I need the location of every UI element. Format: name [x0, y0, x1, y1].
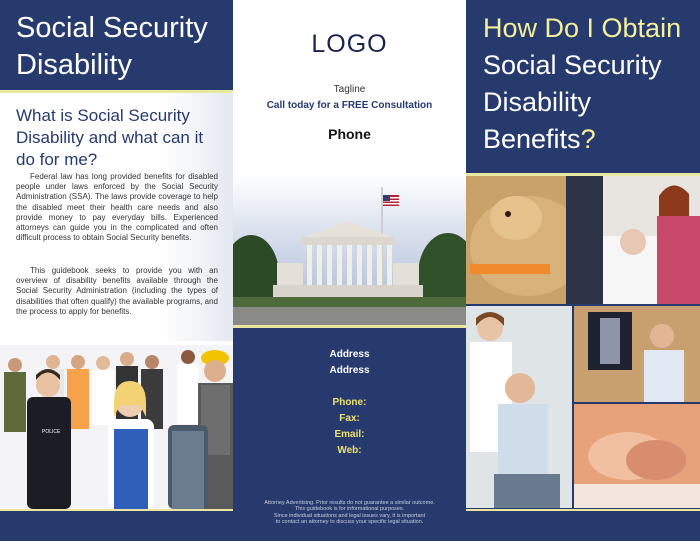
right-footer-band — [466, 509, 700, 541]
title-main: Social Security Disability Benefits — [483, 50, 662, 154]
nurse-patient-photo — [603, 176, 700, 304]
email-label: Email: — [334, 429, 365, 440]
phone-heading: Phone — [328, 126, 371, 142]
guidebook-paragraph: This guidebook seeks to provide you with an overview of disability benefits available through the Social Security Administration (including the types of disabilities that often qualify) the available programs, and the process to apply for benefits. — [16, 266, 218, 316]
web-label: Web: — [337, 445, 362, 456]
left-footer-band — [0, 509, 233, 541]
consultation-callout: Call today for a FREE Consultation — [266, 100, 433, 111]
disclaimer-line: This guidebook is for informational purposes. — [294, 506, 405, 513]
left-panel-title: Social Security Disability — [16, 12, 208, 81]
disclaimer-line: Attorney Advertising. Prior results do not guarantee a similar outcome. — [264, 500, 435, 506]
disclaimer-line: to contact an attorney to discuss your specific legal situation. — [275, 519, 424, 526]
address-line-2: Address — [329, 365, 370, 376]
right-panel-title — [483, 10, 698, 158]
elderly-man-caregiver-photo — [466, 306, 572, 508]
holding-hands-photo — [574, 404, 700, 508]
phone-label: Phone: — [332, 397, 367, 408]
middle-panel — [233, 0, 466, 541]
address-line-1: Address — [329, 349, 370, 360]
police-badge-text: POLICE — [42, 429, 61, 435]
left-panel — [0, 0, 233, 541]
section-heading: What is Social Security Disability and what can it do for me? — [16, 106, 204, 169]
service-dog-photo — [466, 176, 603, 304]
doctor-xray-photo — [574, 306, 700, 402]
disclaimer-line: Since individual situations and legal issues vary, it is important — [273, 512, 426, 519]
title-question-mark: ? — [580, 124, 596, 154]
workers-group-photo — [0, 345, 233, 509]
logo-placeholder: LOGO — [311, 30, 388, 58]
supreme-court-photo — [233, 175, 466, 325]
title-highlight: How Do I Obtain — [483, 13, 682, 43]
intro-paragraph: Federal law has long provided benefits for disabled people under laws enforced by the Social Security Administration (SSA). The laws provide coverage to help the disabled meet their health care needs and also provide money to pay everyday bills. Experienced attorneys can guide you in the complicated and often difficult process to obtain Social Security benefits. — [16, 172, 218, 243]
attorney-disclaimer — [245, 500, 454, 526]
tagline: Tagline — [333, 84, 366, 95]
right-panel — [466, 0, 700, 541]
left-header-band — [0, 0, 233, 90]
fax-label: Fax: — [339, 413, 360, 424]
